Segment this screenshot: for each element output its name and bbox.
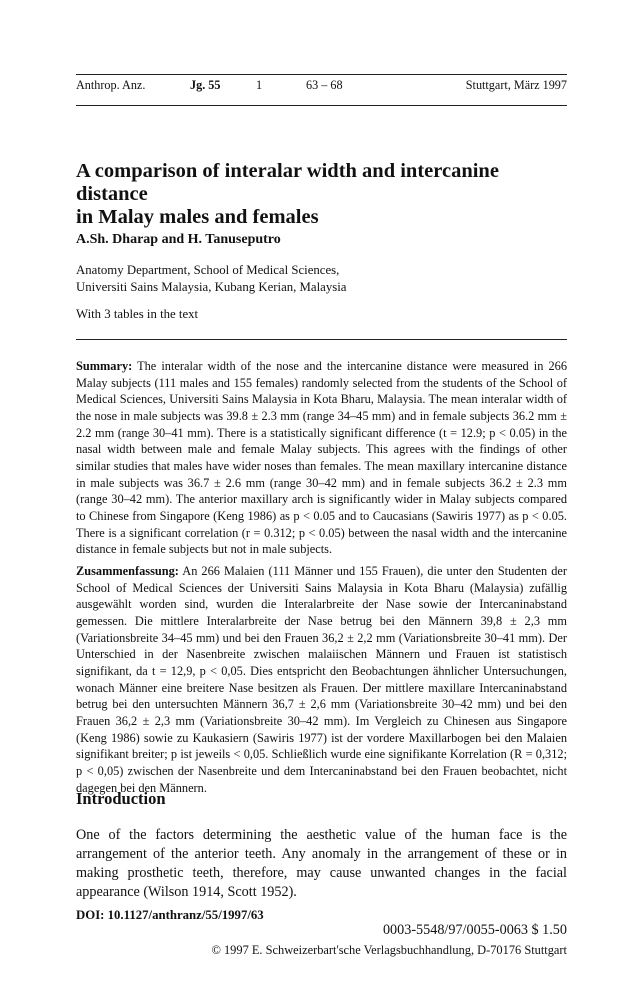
summary-paragraph <box>76 358 567 558</box>
authors: A.Sh. Dharap and H. Tanuseputro <box>76 232 281 247</box>
doi-link[interactable]: DOI: 10.1127/anthranz/55/1997/63 <box>76 908 264 922</box>
place-date: Stuttgart, März 1997 <box>465 78 567 92</box>
header-bottom-rule <box>76 105 567 106</box>
affiliation-line-2: Universiti Sains Malaysia, Kubang Kerian, Malaysia <box>76 279 347 294</box>
article-title <box>76 160 567 229</box>
tables-note: With 3 tables in the text <box>76 307 199 321</box>
summary-label: Summary: <box>76 359 133 373</box>
header-top-rule <box>76 74 567 75</box>
introduction-paragraph: One of the factors determining the aesthetic value of the human face is the arrangement of the anterior teeth. Any anomaly in the arrangement of these or in making prosthetic teeth, therefore, may cause unwanted changes in the facial appearance (Wilson 1914, Scott 1952). <box>76 827 567 900</box>
abstract-top-rule <box>76 339 567 340</box>
page-range: 63 – 68 <box>306 78 343 92</box>
journal-name: Anthrop. Anz. <box>76 78 146 92</box>
affiliation <box>76 262 567 295</box>
copyright-notice: © 1997 E. Schweizerbart'sche Verlagsbuchhandlung, D-70176 Stuttgart <box>211 943 567 957</box>
issn-price: 0003-5548/97/0055-0063 $ 1.50 <box>382 922 567 938</box>
zusammenfassung-paragraph <box>76 563 567 796</box>
introduction-heading: Introduction <box>76 789 166 808</box>
summary-text: The interalar width of the nose and the intercanine distance were measured in 266 Malay subjects (111 males and 155 females) randomly selected from the students of the School of Medical Sciences, Universiti Sains Malaysia in Kota Bharu, Malaysia. The mean interalar width of the nose in male subjects was 39.8 ± 2.3 mm (range 34–45 mm) and in female subjects 36.2 mm ± 2.2 mm (range 30–41 mm). There is a statistically significant difference (t = 12.9; p < 0.05) in the nasal width between male and female Malay subjects. This agrees with the findings of other similar studies that males have wider noses than females. The mean maxillary intercanine distance in male subjects was 36.7 ± 2.6 mm (range 30–42 mm) and in female subjects 36.2 ± 2.3 mm (range 30–42 mm). The anterior maxillary arch is significantly wider in Malay subjects compared to Chinese from Singapore (Keng 1986) as p < 0.05 and to Caucasians (Sawiris 1977) as p < 0.05. There is a significant correlation (r = 0.312; p < 0.05) between the nasal width and the intercanine distance in female subjects but not in male subjects. <box>76 359 567 557</box>
affiliation-line-1: Anatomy Department, School of Medical Sciences, <box>76 263 340 277</box>
running-header <box>76 78 567 96</box>
journal-issue: 1 <box>256 78 263 92</box>
zusammenfassung-text: An 266 Malaien (111 Männer und 155 Frauen), die unter den Studenten der School of Medical Sciences der Universiti Sains Malaysia in Kota Bharu (Malaysia) zufällig ausgewählt worden sind, wurden die Interalarbreite der Nase sowie der Intercaninabstand gemessen. Die mittlere Interalarbreite der Nase betrug bei den Männern 39,8 ± 2,3 mm (Variationsbreite 34–45 mm) und bei den Frauen 36,2 ± 2,2 mm (Variationsbreite 30–41 mm). Der Unterschied in der Nasenbreite zwischen malaiischen Männern und Frauen ist statistisch signifikant, da t = 12,9, p < 0,05. Dies entspricht den Beobachtungen ähnlicher Untersuchungen, wonach Männer eine breitere Nase besitzen als Frauen. Der mittlere maxillare Intercaninabstand betrug bei den untersuchten Männern 36,7 ± 2,6 mm (Variationsbreite 30–42 mm) und bei den Frauen 36,2 ± 2,3 mm (Variationsbreite 30–42 mm). Im Vergleich zu Chinesen aus Singapore (Keng 1986) sowie zu Kaukasiern (Sawiris 1977) ist der vordere Maxillarbogen bei den Malaien signifikant breiter; p ist jeweils < 0,05. Schließlich wurde eine signifikante Korrelation (R = 0,312; p < 0,05) zwischen der Nasenbreite und dem Intercaninabstand bei den Frauen beobachtet, nicht dagegen bei den Männern. <box>76 564 568 795</box>
title-line-1: A comparison of interalar width and intercanine distance <box>76 160 499 205</box>
zusammenfassung-label: Zusammenfassung: <box>76 564 179 578</box>
journal-volume: Jg. 55 <box>190 78 221 92</box>
title-line-2: in Malay males and females <box>76 206 319 228</box>
